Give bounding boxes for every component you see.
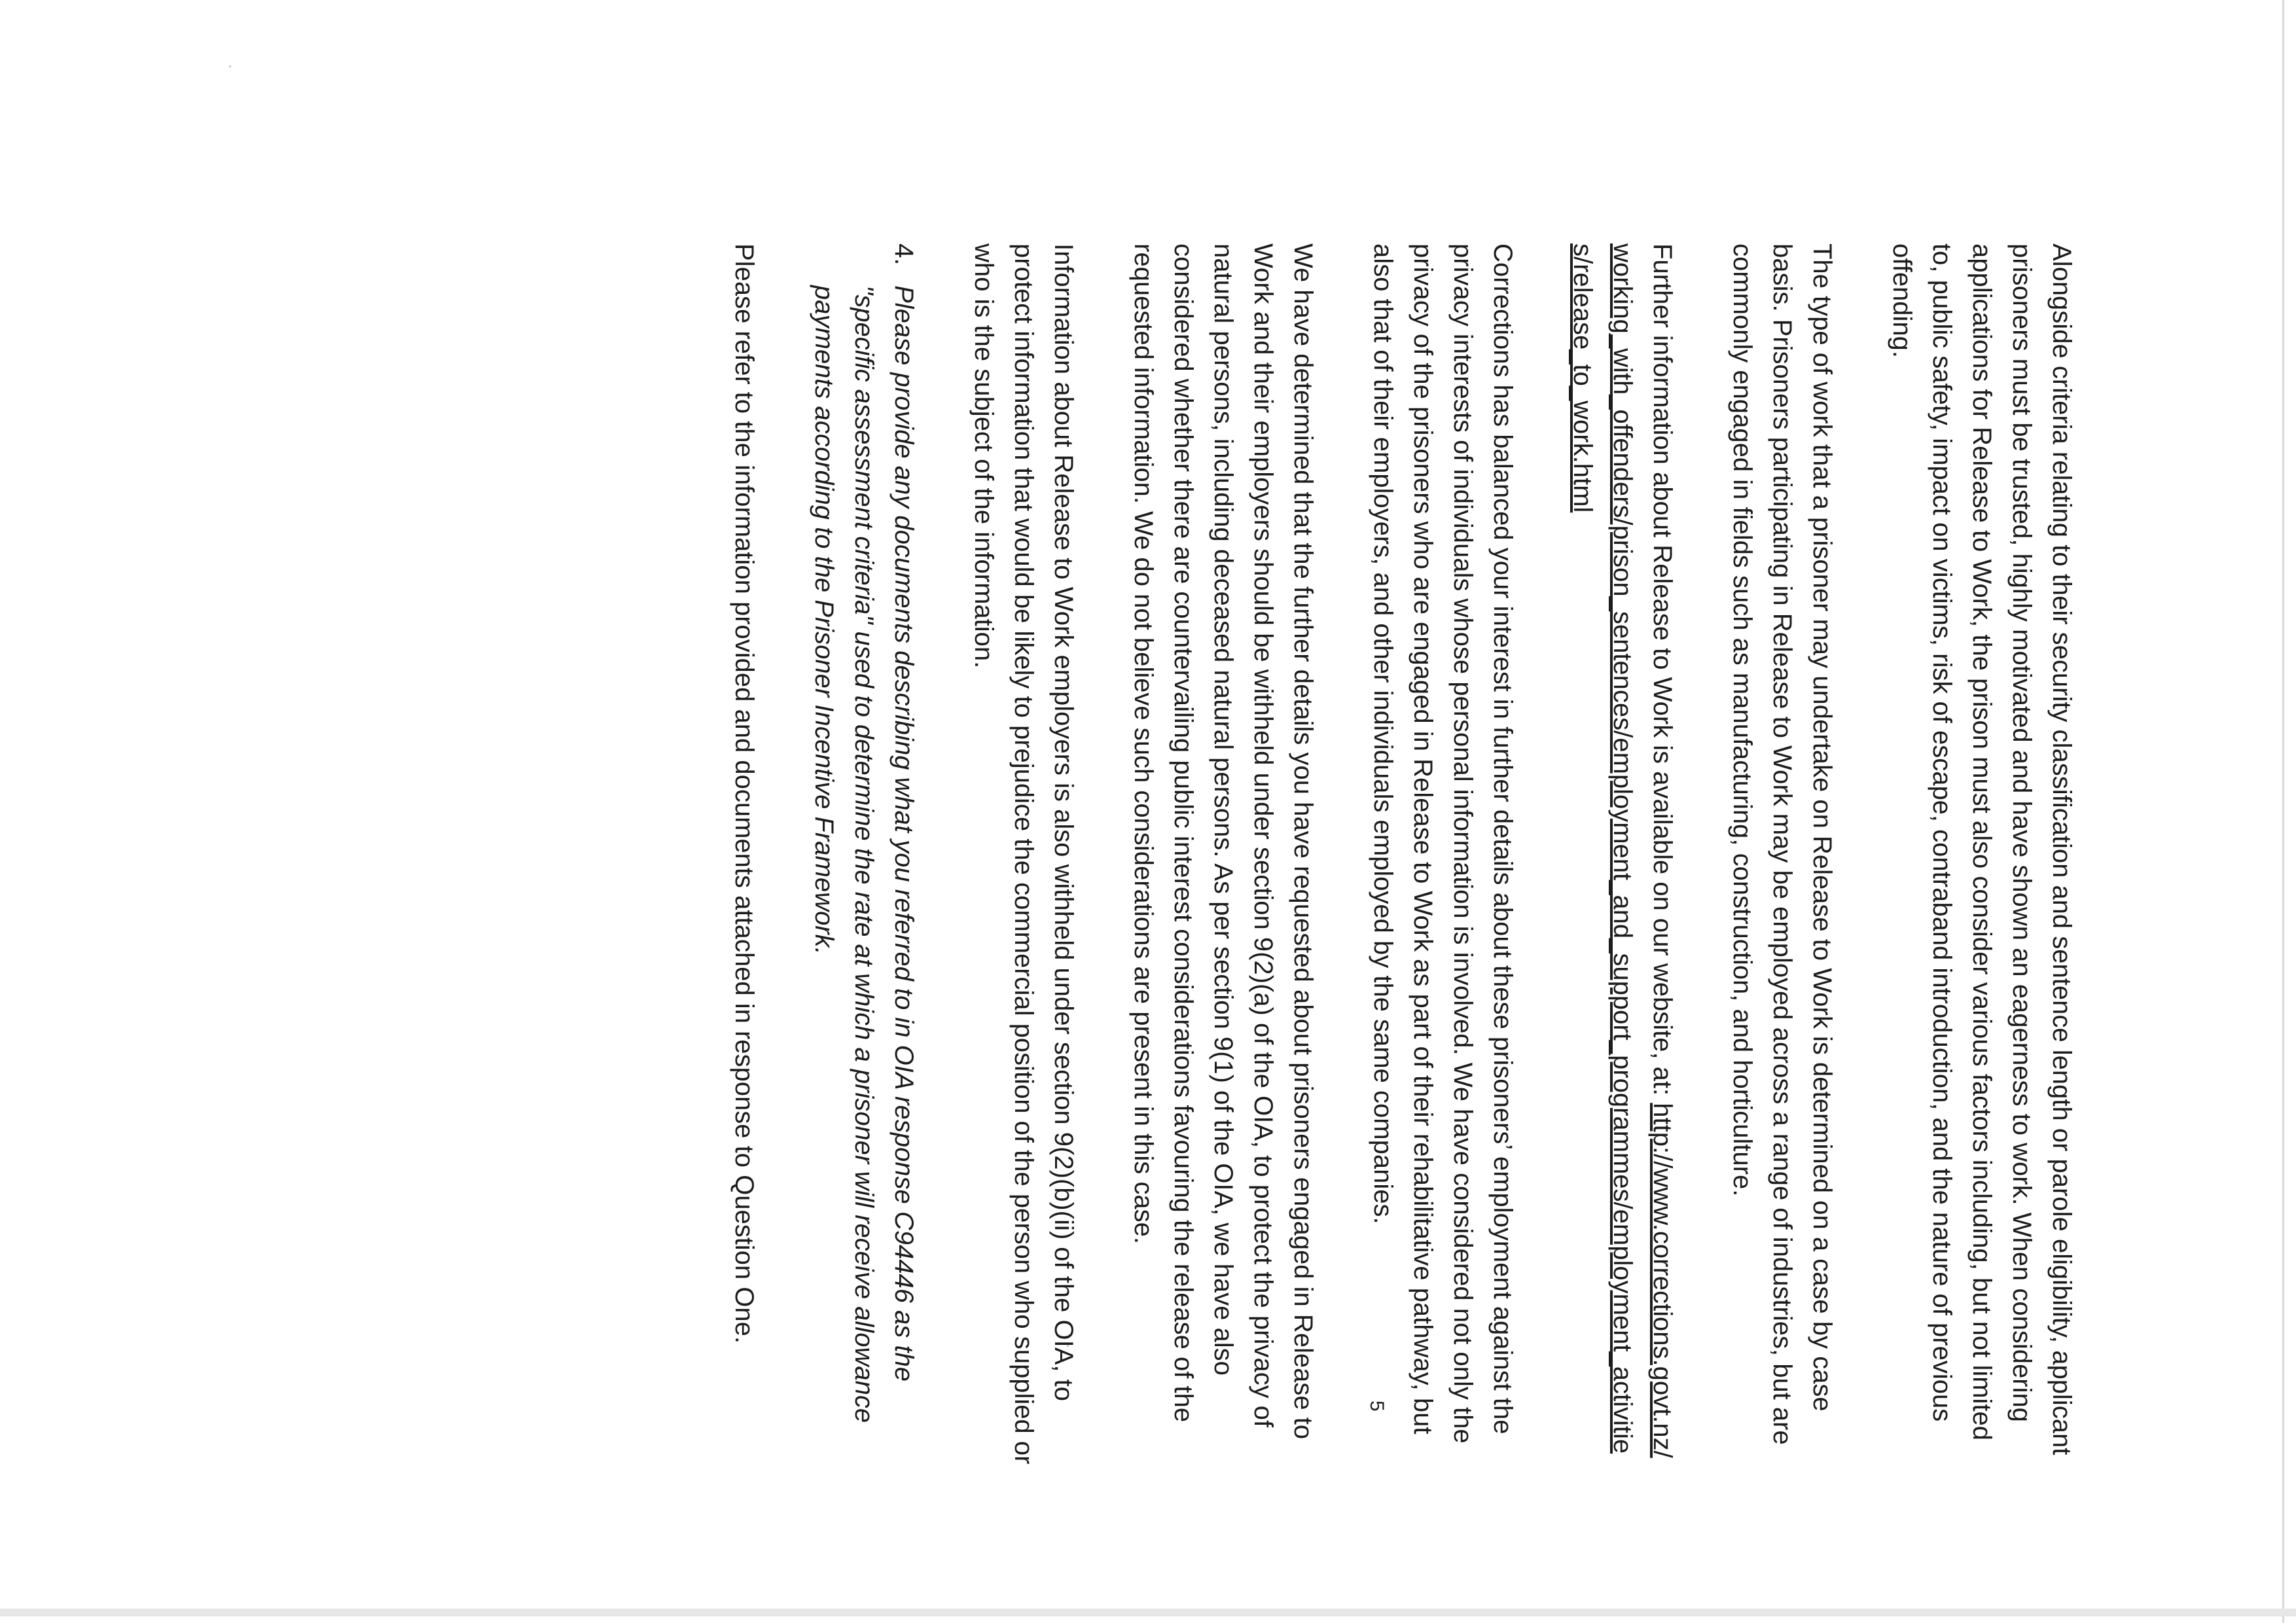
scan-edge-bottom: [0, 1609, 2296, 1616]
paragraph-withholding-9-2-b-ii: Information about Release to Work employers is also withheld under section 9(2)(b)(ii) of the OIA, to protect information that would be likely to prejudice the commercial position of the person who supplied or who is the subject of the information.: [969, 243, 1078, 1465]
question-four: [804, 243, 924, 1474]
question-four-number: 4.: [889, 243, 918, 266]
scan-edge-right: [2282, 0, 2284, 1623]
paragraph-privacy-balance: Corrections has balanced your interest in further details about these prisoners’ employment against the privacy interests of individuals whose personal information is involved. We have considered not only the privacy of the prisoners who are engaged in Release to Work as part of their rehabilitative pathway, but also that of their employers, and other individuals employed by the same companies.: [1369, 243, 1517, 1444]
release-to-work-link[interactable]: http://www.corrections.govt.nz/working_with_offenders/prison_sentences/employment_and_support_programmes/employment_activities/release_to_work.html: [1568, 243, 1677, 1458]
paragraph-withholding-9-2-a: We have determined that the further details you have requested about prisoners engaged in Release to Work and their employers should be withheld under section 9(2)(a) of the OIA, to protect the privacy of natural persons, including deceased natural persons. As per section 9(1) of the OIA, we have also considered whether there are countervailing public interest considerations favouring the release of the requested information. We do not believe such considerations are present in this case.: [1129, 243, 1318, 1440]
page-number: 5: [1366, 1400, 1388, 1412]
paragraph-refer-question-one: Please refer to the information provided and documents attached in response to Question One.: [730, 243, 759, 1344]
scan-speck: [229, 65, 231, 67]
paragraph-further-information: [1562, 243, 1682, 1474]
further-information-text: Further information about Release to Work is available on our website, at:: [1648, 243, 1677, 1096]
document-page: [432, 243, 2081, 1474]
question-four-text: Please provide any documents describing what you referred to in OIA response C94446 as the "specific assessment criteria" used to determine the rate at which a prisoner will receive allowance payments according to the Prisoner Incentive Framework.: [810, 285, 918, 1423]
paragraph-type-of-work: The type of work that a prisoner may undertake on Release to Work is determined on a case by case basis. Prisoners participating in Release to Work may be employed across a range of industries, but are commonly engaged in fields such as manufacturing, construction, and horticulture.: [1728, 243, 1837, 1445]
paragraph-eligibility-criteria: Alongside criteria relating to their security classification and sentence length or parole eligibility, applicant prisoners must be trusted, highly motivated and have shown an eagerness to work. When considering applications for Release to Work, the prison must also consider various factors including, but not limited to, public safety, impact on victims, risk of escape, contraband introduction, and the nature of previous offending.: [1888, 243, 2076, 1455]
